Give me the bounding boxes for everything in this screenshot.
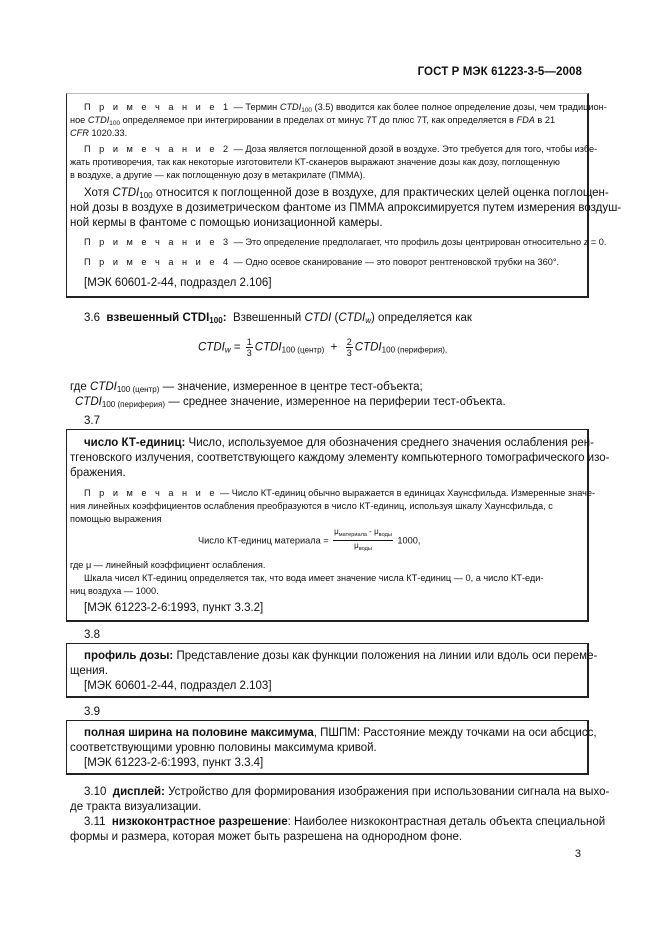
where-periphery: $CTDI_{100 (периферия)}$ — среднее значение, измеренное на периферии тест-объекта. [75,396,506,409]
reference-3-7: [МЭК 61223-2-6:1993, пункт 3.3.2] [84,602,264,614]
dose-profile-line-2: щения. [70,665,108,677]
ctdi-paragraph-line-2: ной дозы в воздухе в дозиметрическом фантоме из ПММА апроксимируется путем измерения воздуш- [70,202,622,214]
mu-definition: где μ — линейный коэффициент ослабления. [70,560,266,570]
section-3-9-number: 3.9 [84,706,100,718]
note-2-line-1: П р и м е ч а н и е 2 — Доза является поглощенной дозой в воздухе. Это требуется для того, чтобы избе- [84,144,598,154]
standard-header: ГОСТ Р МЭК 61223-3-5—2008 [417,66,582,78]
scale-line-1: Шкала чисел КТ-единиц определяется так, что вода имеет значение числа КТ-единиц — 0, а число КТ-еди- [84,573,544,583]
note-2-line-2: жать противоречия, так как некоторые изготовители КТ-сканеров выражают значение дозы как дозу, поглощенную [70,157,560,167]
reference-3-9: [МЭК 61223-2-6:1993, пункт 3.3.4] [84,757,264,769]
ct-note-line-1: П р и м е ч а н и е — Число КТ-единиц обычно выражается в единицах Хаунсфильда. Измеренные значе- [84,488,596,498]
scale-line-2: ниц воздуха — 1000. [70,586,159,596]
ctdiw-formula: $CTDI_w$ = $\frac{1}{3}$ $CTDI_{100 (центр)}$ + $\frac{2}{3}$ $CTDI_{100 (периферия),}$ [198,337,448,358]
reference-3-5: [МЭК 60601-2-44, подраздел 2.106] [84,277,272,289]
section-3-11-line-2: формы и размера, которая может быть разрешена на однородном фоне. [70,831,463,843]
fraction-two-thirds: $\frac{2}{3}$ [346,337,352,358]
section-3-10-line-1: 3.10 дисплей: Устройство для формирования изображения при использовании сигнала на выхо- [84,786,610,798]
section-3-8-number: 3.8 [84,629,100,641]
ct-number-line-2: тгеновского излучения, соответствующего каждому элементу компьютерного томографического изо- [70,452,610,464]
section-3-10-line-2: де тракта визуализации. [70,801,202,813]
note-1-line-1: П р и м е ч а н и е 1 — Термин $CTDI_{100}$ (3.5) вводится как более полное определение дозы, чем традицион- [84,102,607,114]
ct-note-line-3: помощью выражения [70,514,162,524]
note-1-line-3: CFR 1020.33. [70,128,128,138]
ct-number-formula: Число КТ-единиц материала = $\frac{\mu_{материала} - \mu_{воды}}{\mu_{воды}}$ 1000, [198,527,421,552]
reference-3-8: [МЭК 60601-2-44, подраздел 2.103] [84,680,272,692]
note-1-line-2: ное $CTDI_{100}$ определяемое при интегрировании в пределах от минус 7T до плюс 7T, как определяется в FDA в 21 [70,115,556,127]
ctdi-paragraph-line-1: Хотя $CTDI_{100}$ относится к поглощенной дозе в воздухе, для практических целей оценка поглощен- [84,187,609,200]
section-3-7-number: 3.7 [84,415,100,427]
section-3-6-heading: 3.6 взвешенный $CTDI_{100}$: Взвешенный CTDI $(CTDI_w)$ определяется как [84,312,472,325]
where-center: где $CTDI_{100 (центр)}$ — значение, измеренное в центре тест-объекта; [70,381,423,394]
note-3: П р и м е ч а н и е 3 — Это определение предполагает, что профиль дозы центрирован относительно z = 0. [84,237,607,247]
fraction-one-third: $\frac{1}{3}$ [246,337,252,358]
fwhm-line-2: соответствующими уровню половины максимума кривой. [70,742,377,754]
page-number: 3 [574,848,581,860]
dose-profile-line-1: профиль дозы: Представление дозы как функции положения на линии или вдоль оси переме- [84,650,598,662]
ct-number-line-3: бражения. [70,467,126,479]
ct-note-line-2: ния линейных коэффициентов ослабления преобразуются в число КТ-единиц, используя шкалу Хаунсфильда, с [70,501,553,511]
note-2-line-3: в воздухе, а другие — как поглощенную дозу в метакрилате (ПММА). [70,170,366,180]
note-4: П р и м е ч а н и е 4 — Одно осевое сканирование — это поворот рентгеновской трубки на 360°. [84,257,560,267]
attenuation-fraction: $\frac{\mu_{материала} - \mu_{воды}}{\mu_{воды}}$ [334,527,392,552]
ct-number-line-1: число КТ-единиц: Число, используемое для обозначения среднего значения ослабления рен- [84,437,594,449]
ctdi-paragraph-line-3: ной кермы в фантоме с помощью ионизационной камеры. [70,217,383,229]
section-3-11-line-1: 3.11 низкоконтрастное разрешение: Наиболее низкоконтрастная деталь объекта специальной [84,816,606,828]
fwhm-line-1: полная ширина на половине максимума, ПШПМ: Расстояние между точками на оси абсцисс, [84,727,597,739]
